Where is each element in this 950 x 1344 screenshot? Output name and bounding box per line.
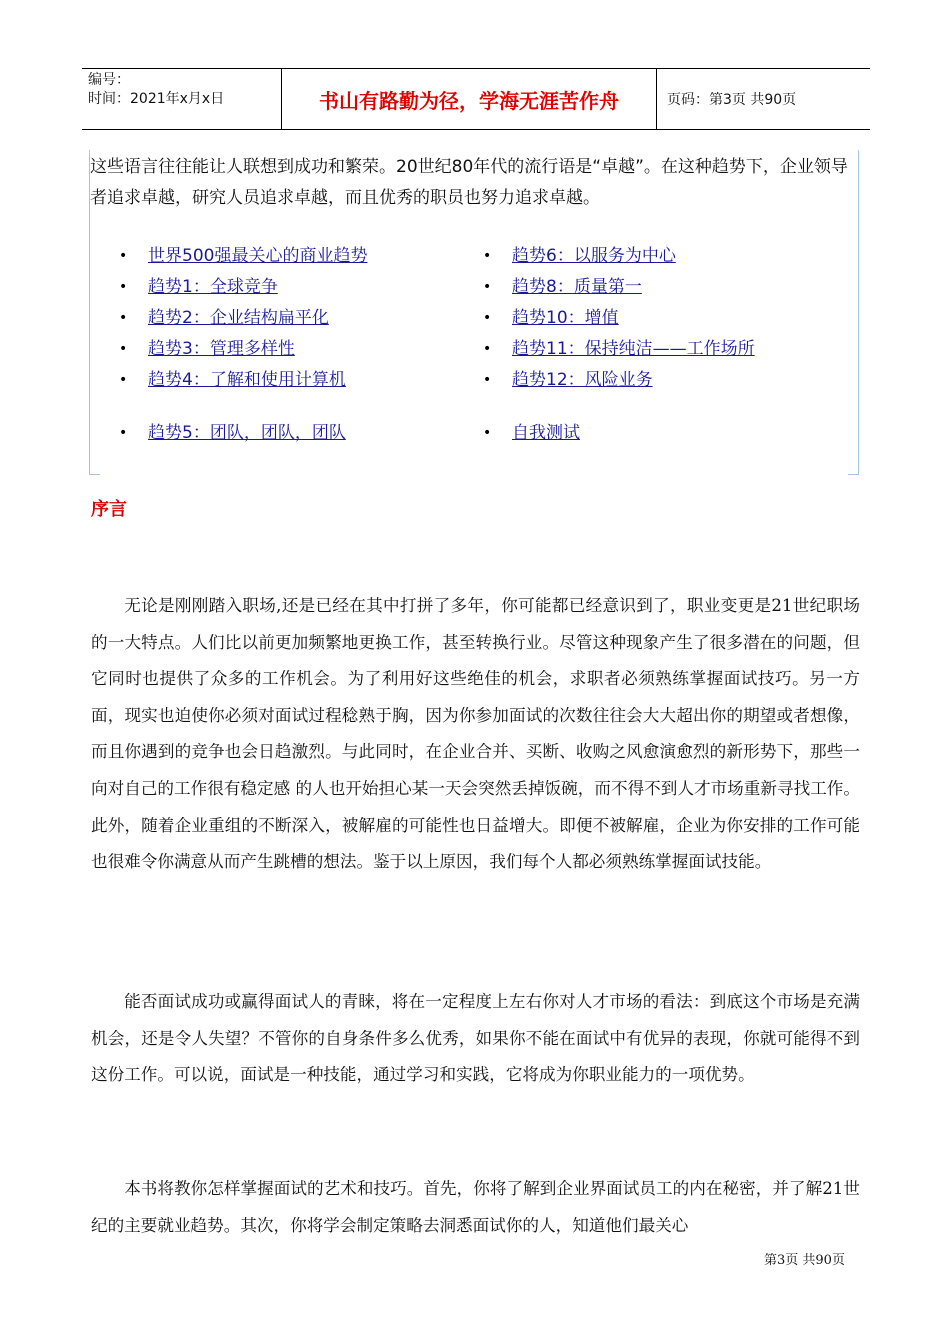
header-page-label: 页码：第3页 共90页 [667,92,797,108]
link-trend-4[interactable]: 趋势4：了解和使用计算机 [148,370,346,390]
bullet-icon: • [483,372,492,388]
list-item [483,242,755,273]
link-trend-2[interactable]: 趋势2：企业结构扁平化 [148,308,329,328]
paragraph: 无论是刚刚踏入职场,还是已经在其中打拼了多年，你可能都已经意识到了，职业变更是21世纪职场的一大特点。人们比以前更加频繁地更换工作，甚至转换行业。尽管这种现象产生了很多潜在的问题，但它同时也提供了众多的工作机会。为了利用好这些绝佳的机会，求职者必须熟练掌握面试技巧。另一方面，现实也迫使你必须对面试过程稔熟于胸，因为你参加面试的次数往往会大大超出你的期望或者想像，而且你遇到的竞争也会日趋激烈。与此同时，在企业合并、买断、收购之风愈演愈烈的新形势下，那些一向对自己的工作很有稳定感 的人也开始担心某一天会突然丢掉饭碗，而不得不到人才市场重新寻找工作。此外，随着企业重组的不断深入，被解雇的可能性也日益增大。即便不被解雇，企业为你安排的工作可能也很难令你满意从而产生跳槽的想法。鉴于以上原因，我们每个人都必须熟练掌握面试技能。 [91,596,860,872]
bullet-icon: • [119,310,128,326]
bullet-icon: • [483,248,492,264]
link-trend-1[interactable]: 趋势1：全球竞争 [148,277,278,297]
link-self-test[interactable]: 自我测试 [512,423,580,443]
header-slogan: 书山有路勤为径，学海无涯苦作舟 [282,69,657,129]
list-item [119,273,367,304]
paragraph: 能否面试成功或赢得面试人的青睐，将在一定程度上左右你对人才市场的看法：到底这个市场是充满机会，还是令人失望？不管你的自身条件多么优秀，如果你不能在面试中有优异的表现，你就可能得不到这份工作。可以说，面试是一种技能，通过学习和实践，它将成为你职业能力的一项优势。 [91,992,860,1085]
header-meta [82,69,282,129]
list-item [119,366,367,397]
intro-text: 这些语言往往能让人联想到成功和繁荣。20世纪80年代的流行语是“卓越”。在这种趋势下，企业领导者追求卓越，研究人员追求卓越，而且优秀的职员也努力追求卓越。 [90,157,848,208]
list-item [483,419,755,450]
link-trend-5[interactable]: 趋势5：团队，团队，团队 [148,423,346,443]
bullet-icon: • [119,279,128,295]
links-left-list [119,242,368,450]
number-label: 编号： [88,72,130,88]
link-trend-11[interactable]: 趋势11：保持纯洁——工作场所 [512,339,755,359]
link-trend-3[interactable]: 趋势3：管理多样性 [148,339,295,359]
link-top500-trends[interactable]: 世界500强最关心的商业趋势 [148,246,368,266]
frame-corner-right [848,474,858,475]
links-right-list [483,242,755,450]
list-item [483,366,755,397]
list-item [483,273,755,304]
link-trend-12[interactable]: 趋势12：风险业务 [512,370,653,390]
section-heading: 序言 [91,499,127,520]
bullet-icon: • [483,341,492,357]
bullet-icon: • [483,310,492,326]
paragraph: 本书将教你怎样掌握面试的艺术和技巧。首先，你将了解到企业界面试员工的内在秘密，并了解21世纪的主要就业趋势。其次，你将学会制定策略去洞悉面试你的人，知道他们最关心 [91,1179,860,1235]
list-item [483,304,755,335]
bullet-icon: • [119,425,128,441]
link-trend-10[interactable]: 趋势10：增值 [512,308,619,328]
bullet-icon: • [119,341,128,357]
page-footer: 第3页 共90页 [764,1253,845,1268]
frame-corner-left [90,474,100,475]
bullet-icon: • [119,248,128,264]
list-item [483,335,755,366]
bullet-icon: • [483,425,492,441]
list-item [119,335,367,366]
bullet-icon: • [119,372,128,388]
list-item [119,304,367,335]
bullet-icon: • [483,279,492,295]
link-trend-8[interactable]: 趋势8：质量第一 [512,277,642,297]
page-header [82,68,870,130]
list-item [119,242,368,273]
list-item [119,419,367,450]
time-label: 时间：2021年x月x日 [88,91,225,107]
link-trend-6[interactable]: 趋势6：以服务为中心 [512,246,676,266]
